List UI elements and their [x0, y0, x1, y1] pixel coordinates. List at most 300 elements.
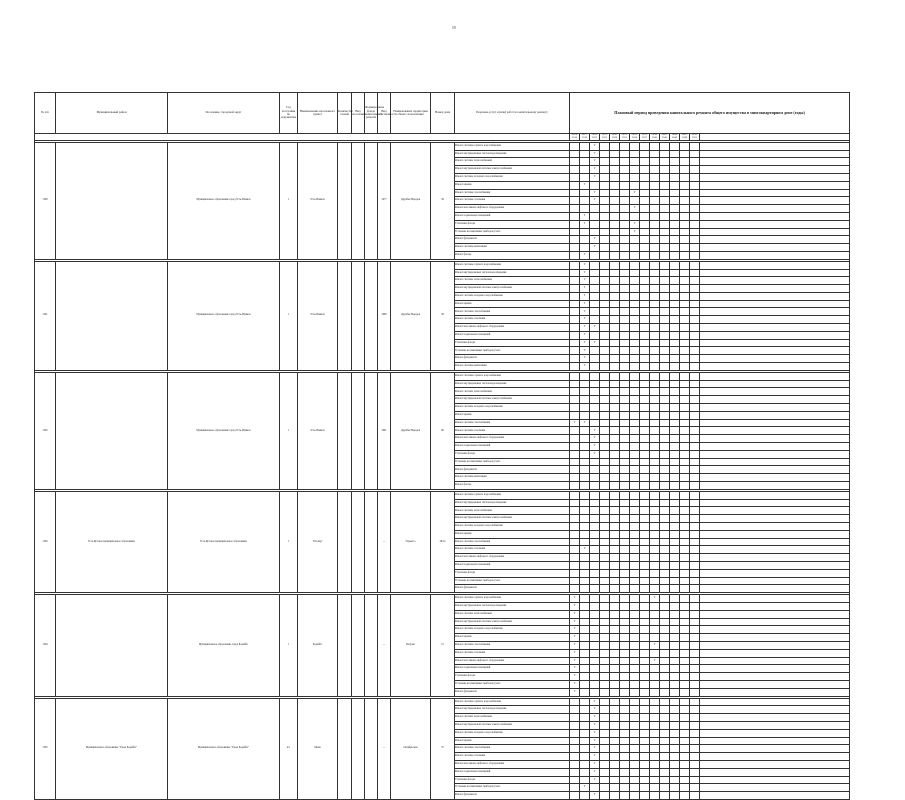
- table-row: [35, 261, 850, 269]
- period-mark: [680, 649, 690, 657]
- period-mark: [570, 158, 580, 166]
- period-mark: [620, 776, 630, 784]
- period-mark: V: [580, 419, 590, 427]
- period-mark: [660, 610, 670, 618]
- period-mark: [630, 316, 640, 324]
- work-name: Установка коллективных приборов учета: [455, 347, 570, 355]
- trailing-cell: [700, 577, 850, 585]
- period-mark: [640, 760, 650, 768]
- period-mark: [620, 458, 630, 466]
- period-mark: [680, 331, 690, 339]
- table-row: [35, 595, 850, 603]
- period-mark: [580, 729, 590, 737]
- period-mark: [650, 372, 660, 380]
- period-cell: 2050-2052: [690, 134, 700, 141]
- period-mark: [640, 251, 650, 259]
- row-number: 1564: [35, 595, 56, 696]
- period-mark: [690, 737, 700, 745]
- period-mark: [610, 396, 620, 404]
- period-mark: [630, 649, 640, 657]
- period-mark: [600, 347, 610, 355]
- ownership-value: [352, 698, 365, 799]
- work-name: Утепление фасада: [455, 673, 570, 681]
- period-mark: [640, 443, 650, 451]
- period-mark: V: [590, 714, 600, 722]
- trailing-cell: [700, 634, 850, 642]
- period-mark: [690, 251, 700, 259]
- period-mark: [570, 228, 580, 236]
- period-mark: [640, 173, 650, 181]
- period-mark: [680, 665, 690, 673]
- period-mark: [670, 634, 680, 642]
- period-mark: [610, 189, 620, 197]
- period-mark: [630, 554, 640, 562]
- period-mark: [610, 737, 620, 745]
- trailing-cell: [700, 595, 850, 603]
- period-mark: [640, 554, 650, 562]
- district-name: [56, 595, 168, 696]
- work-name: Установка коллективных приборов учета: [455, 784, 570, 792]
- period-mark: [640, 189, 650, 197]
- trailing-cell: [700, 665, 850, 673]
- period-mark: [620, 251, 630, 259]
- built-year: —: [378, 698, 391, 799]
- period-mark: [580, 244, 590, 252]
- work-name: Ремонт системы отопления: [455, 753, 570, 761]
- period-mark: [620, 404, 630, 412]
- work-name: Ремонт системы газоснабжения: [455, 641, 570, 649]
- trailing-cell: [700, 331, 850, 339]
- period-mark: [570, 784, 580, 792]
- period-mark: [690, 595, 700, 603]
- period-mark: [600, 181, 610, 189]
- period-mark: [670, 515, 680, 523]
- period-mark: [660, 515, 670, 523]
- period-mark: [630, 324, 640, 332]
- period-mark: [660, 285, 670, 293]
- period-mark: [660, 698, 670, 706]
- period-mark: [600, 745, 610, 753]
- period-mark: [660, 244, 670, 252]
- period-mark: [670, 688, 680, 696]
- period-mark: [590, 523, 600, 531]
- trailing-cell: [700, 150, 850, 158]
- period-mark: [650, 737, 660, 745]
- period-mark: [580, 372, 590, 380]
- street-name: Октябрьская: [391, 698, 431, 799]
- col-fund-format: Формирование фонда капитального ремонта: [365, 93, 378, 134]
- period-mark: [650, 649, 660, 657]
- format-value: [365, 142, 378, 259]
- period-mark: [640, 665, 650, 673]
- period-mark: [670, 427, 680, 435]
- period-mark: [640, 530, 650, 538]
- period-cell: 2047-2049: [680, 134, 690, 141]
- period-mark: [690, 212, 700, 220]
- house-number: 56: [431, 142, 455, 259]
- period-mark: V: [590, 197, 600, 205]
- trailing-cell: [700, 482, 850, 490]
- period-mark: [630, 585, 640, 593]
- street-name: Багрова: [391, 595, 431, 696]
- period-mark: V: [580, 277, 590, 285]
- period-mark: [680, 706, 690, 714]
- period-mark: [630, 150, 640, 158]
- period-mark: [650, 673, 660, 681]
- period-mark: [570, 491, 580, 499]
- period-mark: [620, 277, 630, 285]
- period-mark: [670, 706, 680, 714]
- period-mark: [620, 396, 630, 404]
- period-mark: [690, 292, 700, 300]
- period-mark: [590, 641, 600, 649]
- period-mark: [590, 331, 600, 339]
- period-mark: [620, 285, 630, 293]
- period-mark: [590, 569, 600, 577]
- period-mark: [600, 602, 610, 610]
- trailing-cell: [700, 507, 850, 515]
- period-mark: [670, 220, 680, 228]
- period-mark: [570, 450, 580, 458]
- trailing-cell: [700, 745, 850, 753]
- period-mark: [600, 688, 610, 696]
- period-mark: [640, 308, 650, 316]
- house-number: 58: [431, 261, 455, 370]
- period-mark: [660, 569, 670, 577]
- period-mark: V: [570, 657, 580, 665]
- period-mark: V: [590, 158, 600, 166]
- period-mark: [600, 363, 610, 371]
- period-mark: [660, 396, 670, 404]
- period-mark: [650, 228, 660, 236]
- period-mark: [690, 466, 700, 474]
- period-mark: [680, 450, 690, 458]
- period-mark: [660, 474, 670, 482]
- period-mark: [650, 523, 660, 531]
- trailing-cell: [700, 158, 850, 166]
- period-mark: [670, 285, 680, 293]
- trailing-cell: [700, 680, 850, 688]
- period-mark: [570, 523, 580, 531]
- period-mark: [620, 236, 630, 244]
- period-mark: [680, 569, 690, 577]
- period-mark: V: [580, 355, 590, 363]
- period-mark: [580, 657, 590, 665]
- period-mark: [620, 680, 630, 688]
- period-mark: [610, 602, 620, 610]
- period-mark: [650, 450, 660, 458]
- period-mark: V: [590, 792, 600, 800]
- ownership-value: [352, 372, 365, 489]
- period-mark: [580, 618, 590, 626]
- period-mark: [640, 316, 650, 324]
- period-mark: [640, 688, 650, 696]
- period-mark: [570, 569, 580, 577]
- period-mark: [660, 626, 670, 634]
- built-year: —: [378, 595, 391, 696]
- period-mark: [620, 372, 630, 380]
- period-mark: [630, 435, 640, 443]
- period-mark: [600, 158, 610, 166]
- trailing-cell: [700, 450, 850, 458]
- period-mark: [680, 673, 690, 681]
- period-mark: [690, 244, 700, 252]
- period-mark: [640, 181, 650, 189]
- period-mark: [640, 458, 650, 466]
- period-mark: [610, 205, 620, 213]
- period-mark: [580, 491, 590, 499]
- period-mark: [690, 515, 700, 523]
- trailing-cell: [700, 776, 850, 784]
- period-mark: [630, 236, 640, 244]
- year-value: 1: [280, 491, 298, 592]
- period-mark: [630, 396, 640, 404]
- period-mark: [570, 277, 580, 285]
- period-mark: [680, 396, 690, 404]
- period-mark: [610, 688, 620, 696]
- period-mark: [660, 339, 670, 347]
- period-mark: [690, 142, 700, 150]
- work-name: Ремонт крыши: [455, 530, 570, 538]
- period-mark: [690, 277, 700, 285]
- period-mark: [600, 792, 610, 800]
- storeys-value: [338, 261, 352, 370]
- period-mark: [600, 698, 610, 706]
- period-mark: [670, 649, 680, 657]
- period-mark: [590, 205, 600, 213]
- period-mark: [640, 150, 650, 158]
- period-mark: [570, 737, 580, 745]
- period-mark: [600, 760, 610, 768]
- period-mark: [680, 737, 690, 745]
- period-mark: [690, 355, 700, 363]
- period-mark: [690, 745, 700, 753]
- period-mark: [610, 561, 620, 569]
- period-mark: [680, 729, 690, 737]
- period-mark: [690, 443, 700, 451]
- table-row: [35, 372, 850, 380]
- period-mark: [670, 698, 680, 706]
- period-mark: [650, 324, 660, 332]
- trailing-cell: [700, 491, 850, 499]
- period-mark: [630, 792, 640, 800]
- work-name: Ремонт системы газоснабжения: [455, 189, 570, 197]
- period-mark: [570, 285, 580, 293]
- period-mark: [680, 626, 690, 634]
- period-mark: [600, 450, 610, 458]
- period-mark: [580, 577, 590, 585]
- ownership-value: [352, 491, 365, 592]
- period-row: [35, 134, 850, 141]
- period-mark: [690, 729, 700, 737]
- period-mark: [650, 768, 660, 776]
- period-mark: [680, 610, 690, 618]
- period-mark: [650, 569, 660, 577]
- period-mark: [620, 569, 630, 577]
- period-mark: [610, 474, 620, 482]
- period-mark: [610, 427, 620, 435]
- period-mark: [620, 435, 630, 443]
- period-mark: [640, 538, 650, 546]
- period-mark: [620, 443, 630, 451]
- period-mark: [570, 166, 580, 174]
- period-mark: V: [630, 220, 640, 228]
- period-mark: [580, 561, 590, 569]
- period-mark: [630, 142, 640, 150]
- period-mark: [660, 665, 670, 673]
- period-mark: [660, 602, 670, 610]
- period-mark: [600, 458, 610, 466]
- period-mark: [640, 435, 650, 443]
- period-mark: [630, 339, 640, 347]
- period-mark: [640, 339, 650, 347]
- locality-name: Мама: [298, 698, 338, 799]
- period-mark: [650, 688, 660, 696]
- period-mark: [690, 673, 700, 681]
- period-mark: [690, 554, 700, 562]
- period-mark: [660, 737, 670, 745]
- period-mark: [690, 316, 700, 324]
- work-name: Ремонт системы горячего водоснабжения: [455, 491, 570, 499]
- period-mark: [650, 197, 660, 205]
- locality-name: Усть-Илимск: [298, 372, 338, 489]
- period-mark: [630, 355, 640, 363]
- period-mark: [610, 261, 620, 269]
- period-mark: [590, 411, 600, 419]
- period-mark: [610, 714, 620, 722]
- period-mark: [630, 610, 640, 618]
- street-name: Горького: [391, 491, 431, 592]
- period-mark: [680, 285, 690, 293]
- period-mark: [640, 698, 650, 706]
- period-mark: [690, 150, 700, 158]
- period-mark: [650, 760, 660, 768]
- period-mark: [610, 784, 620, 792]
- period-mark: [630, 458, 640, 466]
- period-mark: [680, 680, 690, 688]
- table-row: [35, 142, 850, 150]
- period-mark: [630, 244, 640, 252]
- work-name: Ремонт системы вентиляции: [455, 363, 570, 371]
- trailing-cell: [700, 427, 850, 435]
- period-mark: [630, 499, 640, 507]
- period-mark: [630, 181, 640, 189]
- period-mark: [630, 308, 640, 316]
- period-mark: [680, 363, 690, 371]
- period-mark: [610, 458, 620, 466]
- trailing-cell: [700, 784, 850, 792]
- period-mark: [650, 189, 660, 197]
- period-mark: [620, 673, 630, 681]
- period-mark: [680, 277, 690, 285]
- period-mark: [600, 595, 610, 603]
- period-mark: [580, 396, 590, 404]
- period-mark: [640, 197, 650, 205]
- trailing-cell: [700, 411, 850, 419]
- period-mark: V: [580, 347, 590, 355]
- period-mark: [640, 142, 650, 150]
- period-mark: [680, 443, 690, 451]
- period-mark: [600, 411, 610, 419]
- period-mark: [660, 538, 670, 546]
- period-mark: V: [580, 261, 590, 269]
- period-mark: [670, 714, 680, 722]
- period-mark: [650, 220, 660, 228]
- storeys-value: [338, 372, 352, 489]
- period-mark: [570, 411, 580, 419]
- period-mark: [610, 292, 620, 300]
- period-cell: 2044-2046: [670, 134, 680, 141]
- period-mark: V: [570, 610, 580, 618]
- trailing-cell: [700, 610, 850, 618]
- period-mark: [600, 561, 610, 569]
- period-mark: [630, 404, 640, 412]
- period-mark: [640, 236, 650, 244]
- period-mark: [650, 554, 660, 562]
- trailing-cell: [700, 189, 850, 197]
- period-mark: [610, 388, 620, 396]
- period-mark: [670, 277, 680, 285]
- period-mark: [610, 251, 620, 259]
- period-mark: [580, 745, 590, 753]
- settlement-name: Муниципальное образование город Усть-Илимск: [168, 142, 280, 259]
- period-mark: [630, 721, 640, 729]
- trailing-cell: [700, 626, 850, 634]
- work-name: Ремонт системы отопления: [455, 316, 570, 324]
- period-mark: [690, 380, 700, 388]
- period-mark: [610, 142, 620, 150]
- period-mark: [630, 212, 640, 220]
- work-name: Ремонт или замена лифтового оборудования: [455, 205, 570, 213]
- period-mark: [570, 515, 580, 523]
- period-mark: [680, 404, 690, 412]
- trailing-cell: [700, 714, 850, 722]
- period-mark: [570, 236, 580, 244]
- period-mark: [570, 372, 580, 380]
- work-name: Ремонт внутридомовой системы электроснабжения: [455, 285, 570, 293]
- period-mark: [570, 396, 580, 404]
- period-mark: [610, 150, 620, 158]
- period-mark: [600, 166, 610, 174]
- period-mark: [640, 680, 650, 688]
- trailing-cell: [700, 251, 850, 259]
- period-mark: [650, 411, 660, 419]
- period-mark: [580, 569, 590, 577]
- period-mark: [570, 355, 580, 363]
- period-mark: [620, 618, 630, 626]
- period-mark: [600, 641, 610, 649]
- period-mark: [670, 205, 680, 213]
- period-mark: [600, 173, 610, 181]
- period-mark: [670, 339, 680, 347]
- period-mark: [570, 269, 580, 277]
- period-mark: V: [590, 339, 600, 347]
- row-number: 1560: [35, 142, 56, 259]
- work-name: Ремонт фундамента: [455, 466, 570, 474]
- period-mark: [600, 737, 610, 745]
- period-mark: [660, 649, 670, 657]
- row-number: 1562: [35, 372, 56, 489]
- period-mark: [600, 316, 610, 324]
- period-mark: [650, 150, 660, 158]
- period-mark: [620, 363, 630, 371]
- period-mark: V: [580, 212, 590, 220]
- period-mark: [590, 507, 600, 515]
- period-mark: [630, 450, 640, 458]
- period-mark: [570, 244, 580, 252]
- period-mark: [670, 618, 680, 626]
- period-mark: V: [580, 220, 590, 228]
